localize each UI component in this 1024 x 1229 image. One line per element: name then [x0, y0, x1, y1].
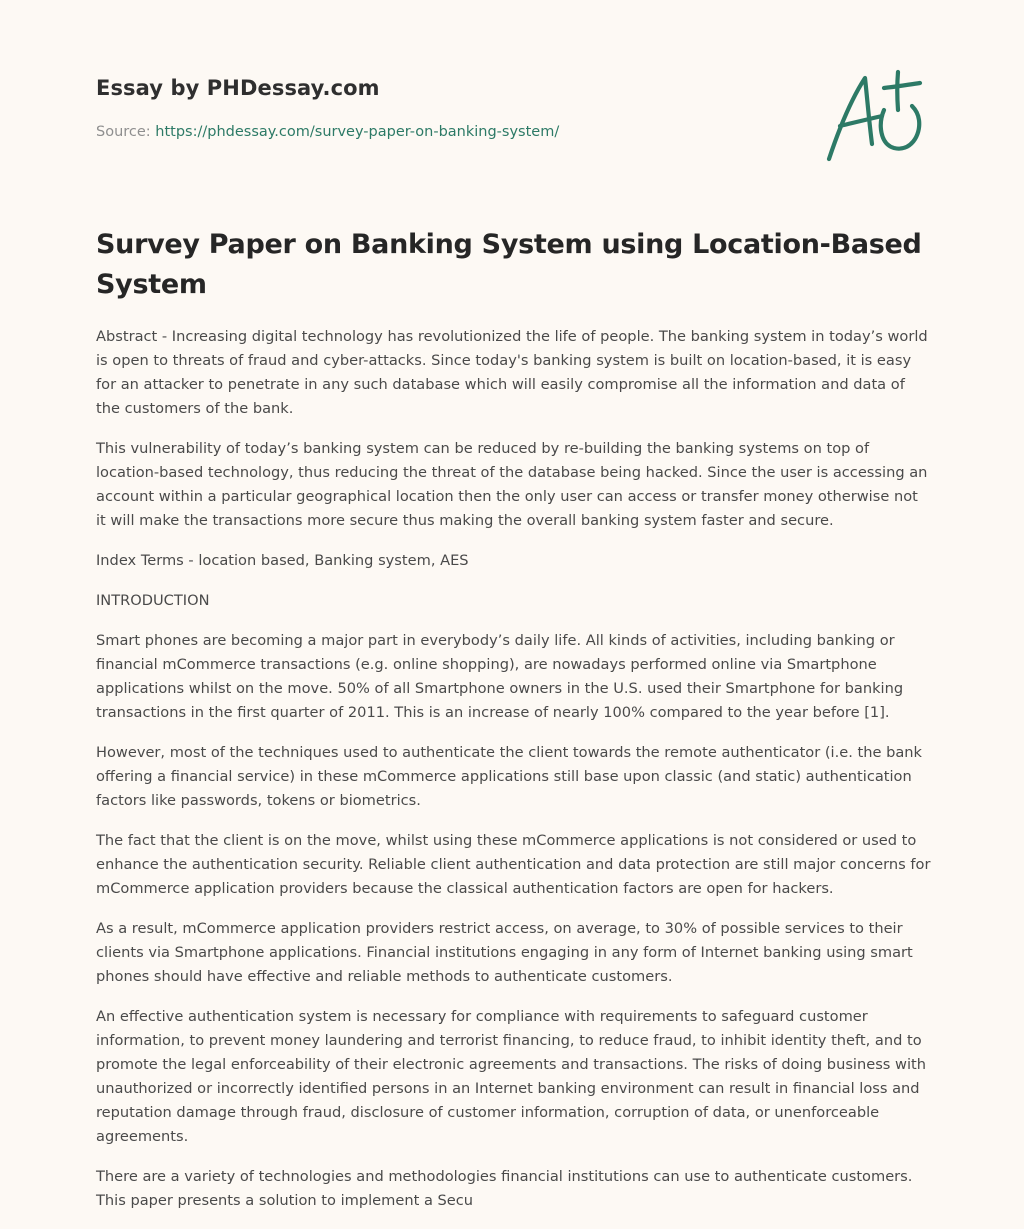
essay-body — [96, 325, 932, 1229]
paragraph-truncated: There are a variety of technologies and methodologies financial institutions can use to authenticate customers. This paper presents a solution to implement a Secu — [96, 1168, 913, 1209]
a-plus-logo — [820, 66, 930, 166]
paragraph: The fact that the client is on the move, whilst using these mCommerce applications is not considered or used to enhance the authentication security. Reliable client authentication and data protection are still major concerns for mCommerce application providers because the classical authentication factors are open for hackers. — [96, 832, 931, 897]
paragraph-abstract: Abstract - Increasing digital technology has revolutionized the life of people. The banking system in today’s world is open to threats of fraud and cyber-attacks. Since today's banking system is built on location-based, it is easy for an attacker to penetrate in any such database which will easily compromise all the information and data of the customers of the bank. — [96, 328, 928, 417]
source-label: Source: — [96, 124, 151, 140]
site-title: Essay by PHDessay.com — [96, 76, 380, 100]
paragraph: An effective authentication system is necessary for compliance with requirements to safeguard customer information, to prevent money laundering and terrorist financing, to reduce fraud, to inhibit identity theft, and to promote the legal enforceability of their electronic agreements and transactions. The risks of doing business with unauthorized or incorrectly identified persons in an Internet banking environment can result in financial loss and reputation damage through fraud, disclosure of customer information, corruption of data, or unenforceable agreements. — [96, 1008, 927, 1145]
paragraph: Smart phones are becoming a major part in everybody’s daily life. All kinds of activities, including banking or financial mCommerce transactions (e.g. online shopping), are nowadays performed online via Smartphone applications whilst on the move. 50% of all Smartphone owners in the U.S. used their Smartphone for banking transactions in the first quarter of 2011. This is an increase of nearly 100% compared to the year before [1]. — [96, 632, 904, 721]
essay-title: Survey Paper on Banking System using Location-Based System — [96, 229, 922, 300]
paragraph: This vulnerability of today’s banking system can be reduced by re-building the banking systems on top of location-based technology, thus reducing the threat of the database being hacked. Since the user is accessing an account within a particular geographical location then the only user can access or transfer money otherwise not it will make the transactions more secure thus making the overall banking system faster and secure. — [96, 440, 928, 529]
a-plus-grade-logo-icon — [820, 66, 930, 166]
source-line — [96, 124, 559, 140]
paragraph: However, most of the techniques used to authenticate the client towards the remote authenticator (i.e. the bank offering a financial service) in these mCommerce applications still base upon classic (and static) authentication factors like passwords, tokens or biometrics. — [96, 744, 923, 809]
paragraph: As a result, mCommerce application providers restrict access, on average, to 30% of possible services to their clients via Smartphone applications. Financial institutions engaging in any form of Internet banking using smart phones should have effective and reliable methods to authenticate customers. — [96, 920, 913, 985]
paragraph-index-terms: Index Terms - location based, Banking system, AES — [96, 552, 469, 569]
section-heading-introduction: INTRODUCTION — [96, 592, 210, 609]
source-link[interactable]: https://phdessay.com/survey-paper-on-banking-system/ — [155, 124, 560, 140]
